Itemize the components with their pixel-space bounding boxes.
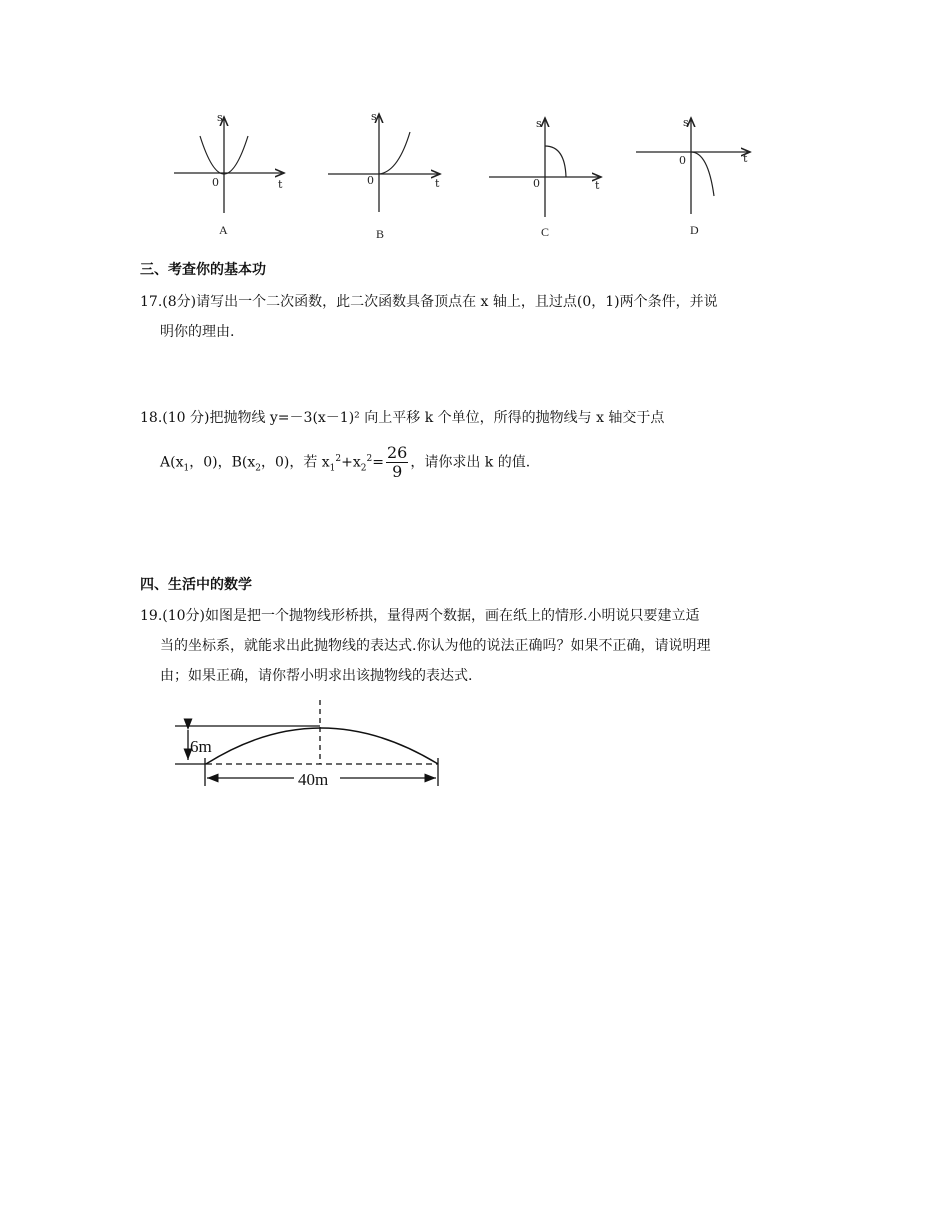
- q18-text: ，0)，若 x: [260, 454, 330, 471]
- q18-sub: 2: [255, 463, 261, 474]
- q19-line3: 由；如果正确，请你帮小明求出该抛物线的表达式.: [160, 668, 473, 684]
- q18-sub: 1: [329, 463, 336, 474]
- q18-sup: 2: [366, 454, 373, 464]
- width-label: 40m: [298, 770, 329, 789]
- bridge-arch-figure: [0, 690, 950, 800]
- q18-text: ，0)，B(x: [189, 454, 256, 471]
- option-graphs: [0, 0, 950, 250]
- question-18: [140, 403, 820, 488]
- q17-line1: 17.(8分)请写出一个二次函数，此二次函数具备顶点在 x 轴上，且过点(0，1)两个条件，并说: [140, 294, 718, 310]
- q18-sup: 2: [335, 454, 342, 464]
- question-17: [140, 287, 820, 347]
- q18-sub: 2: [360, 463, 367, 474]
- section-3-heading: 三、考查你的基本功: [140, 262, 266, 278]
- fraction-denominator: 9: [392, 462, 403, 482]
- height-label: 6m: [190, 737, 212, 756]
- option-c-label: C: [541, 225, 550, 239]
- q18-text: ，请你求出 k 的值.: [410, 454, 531, 471]
- origin-label: 0: [367, 174, 374, 187]
- q17-line2: 明你的理由.: [160, 324, 235, 340]
- q18-text: =: [372, 454, 384, 471]
- q18-sub: 1: [183, 463, 190, 474]
- graph-c: [489, 117, 601, 239]
- axis-t-label: t: [743, 152, 748, 165]
- curve-d: [691, 152, 714, 196]
- option-d-label: D: [690, 223, 699, 237]
- section-4-heading: 四、生活中的数学: [140, 577, 252, 593]
- axis-t-label: t: [595, 179, 600, 192]
- option-b-label: B: [376, 227, 385, 241]
- origin-label: 0: [533, 177, 540, 190]
- q18-line2: [140, 439, 820, 488]
- fraction: [386, 444, 408, 481]
- origin-label: 0: [679, 154, 686, 167]
- fraction-numerator: 26: [386, 443, 408, 463]
- graph-d: [636, 116, 750, 237]
- q19-line2: 当的坐标系，就能求出此抛物线的表达式.你认为他的说法正确吗？如果不正确，请说明理: [160, 638, 711, 654]
- q18-line1: 18.(10 分)把抛物线 y=－3(x－1)² 向上平移 k 个单位，所得的抛物线与 x 轴交于点: [140, 410, 665, 426]
- graph-b: [328, 110, 440, 241]
- axis-s-label: s: [217, 111, 223, 124]
- arch-curve: [206, 728, 438, 764]
- question-19: [140, 601, 820, 691]
- graph-a: [174, 111, 284, 237]
- q18-text: A(x: [160, 454, 184, 471]
- axis-t-label: t: [435, 177, 440, 190]
- option-a-label: A: [219, 223, 228, 237]
- curve-b: [379, 132, 410, 174]
- axis-s-label: s: [683, 116, 689, 129]
- origin-label: 0: [212, 176, 219, 189]
- q18-text: +x: [341, 454, 361, 471]
- q19-line1: 19.(10分)如图是把一个抛物线形桥拱，量得两个数据，画在纸上的情形.小明说只要建立适: [140, 608, 700, 624]
- axis-t-label: t: [278, 178, 283, 191]
- axis-s-label: s: [371, 110, 377, 123]
- curve-c: [545, 146, 566, 177]
- axis-s-label: s: [536, 117, 542, 130]
